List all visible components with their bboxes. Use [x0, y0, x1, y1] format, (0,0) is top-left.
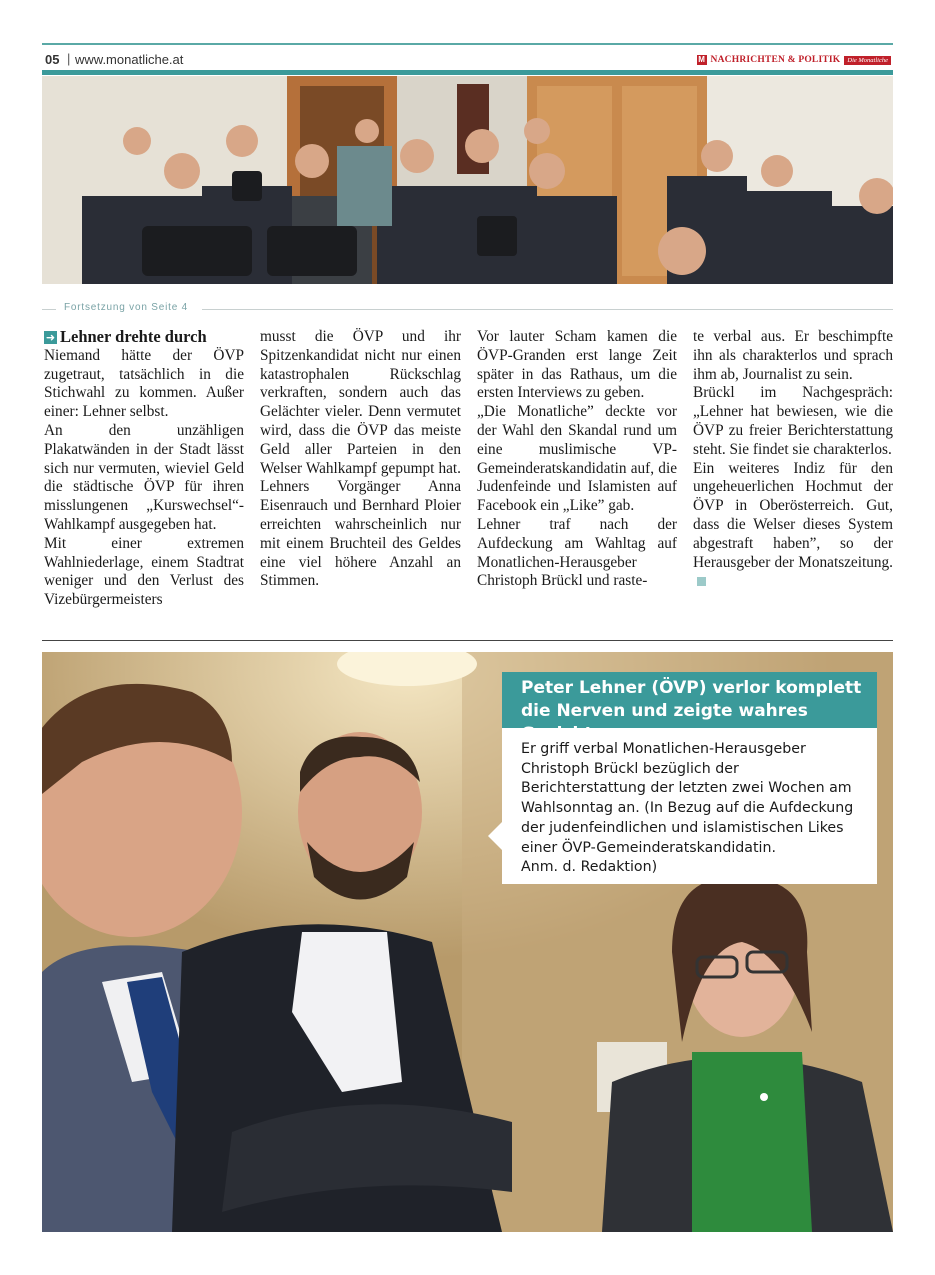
quote-callout [502, 672, 877, 882]
paragraph: te verbal aus. Er beschimpfte ihn als charakterlos und sprach ihm ab, Journalist zu sein. [693, 328, 893, 383]
callout-title-line: die Nerven und zeigte wahres [521, 701, 808, 721]
paragraph: Niemand hätte der ÖVP zugetraut, tatsächlich in die Stichwahl zu kommen. Außer einer: Lehner selbst. [44, 346, 244, 421]
callout-body-line: Wahlsonntag an. (In Bezug auf die Aufdeckung [521, 800, 854, 817]
header-separator: | [67, 51, 71, 66]
paragraph: Brückl im Nachgespräch: „Lehner hat bewiesen, wie die ÖVP zu freier Berichterstattung steht. Sie findet sie charakterlos. [693, 384, 893, 458]
callout-pointer [488, 822, 502, 850]
header-top-rule [42, 43, 893, 45]
continuation-rule-left [42, 309, 56, 310]
callout-body [502, 728, 877, 884]
continuation-line [42, 302, 893, 316]
article-headline [44, 328, 244, 347]
section-label: NACHRICHTEN & POLITIK [710, 55, 841, 65]
section-label-group [697, 53, 891, 67]
paragraph [693, 460, 893, 592]
header-teal-bar [42, 70, 893, 75]
arrow-right-icon: ➜ [45, 330, 56, 344]
page-number: 05 [45, 52, 60, 67]
site-url[interactable]: www.monatliche.at [75, 52, 184, 67]
callout-body-line: einer ÖVP-Gemeinderatskandidatin. [521, 839, 776, 856]
paragraph-text: Ein weiteres Indiz für den ungeheuerlichen Hochmut der ÖVP in Oberösterreich. Gut, dass die Welser dieses System abgestraft haben”, so der Herausgeber der Monatszeitung. [693, 459, 893, 571]
brand-logo: Die Monatliche [844, 56, 891, 65]
monatliche-m-logo: M [698, 55, 705, 64]
callout-title [502, 672, 877, 728]
paragraph: An den unzähligen Plakatwänden in der Stadt lässt sich nur vermuten, wieviel Geld die städtische ÖVP für ihren misslungenen „Kurswechsel“-Wahlkampf ausgegeben hat. [44, 421, 244, 533]
paragraph: Lehner traf nach der Aufdeckung am Wahltag auf Monatlichen-Herausgeber Christoph Brückl und raste- [477, 515, 677, 590]
paragraph: „Die Monatliche” deckte vor der Wahl den Skandal rund um eine muslimische VP-Gemeinderatskandidatin auf, die Judenfeinde und Islamisten auf Facebook ein „Like” gab. [477, 403, 677, 515]
callout-title-line: Peter Lehner (ÖVP) verlor komplett [521, 678, 862, 698]
paragraph: Vor lauter Scham kamen die ÖVP-Granden erst lange Zeit später in das Rathaus, um die ersten Interviews zu geben. [477, 328, 677, 402]
callout-body-line: Berichterstattung der letzten zwei Wochen am [521, 780, 852, 797]
page-header [42, 50, 893, 70]
callout-body-line: Christoph Brückl bezüglich der [521, 760, 739, 777]
end-of-article-icon [697, 577, 706, 586]
article-column-1 [44, 328, 244, 610]
callout-body-line: Er griff verbal Monatlichen-Herausgeber [521, 741, 806, 757]
callout-body-line: der judenfeindlichen und islamistischen Likes [521, 819, 844, 836]
continuation-text: Fortsetzung von Seite 4 [60, 302, 192, 313]
callout-body-line: Anm. d. Redaktion) [521, 859, 658, 876]
crowd-photo-illustration [42, 76, 893, 284]
article-column-3 [477, 328, 677, 591]
top-photo-crowd [42, 76, 893, 284]
paragraph: Mit einer extremen Wahlniederlage, einem Stadtrat weniger und den Verlust des Vizebürgermeisters [44, 534, 244, 609]
continuation-rule-right [202, 309, 893, 310]
paragraph: musst die ÖVP und ihr Spitzenkandidat nicht nur einen katastrophalen Rückschlag verkraften, sondern auch das Gelächter vieler. Denn vermutet wird, dass die ÖVP das meiste Geld aller Parteien in den Welser Wahlkampf gepumpt hat. Lehners Vorgänger Anna Eisenrauch und Bernhard Ploier erreichten wahrscheinlich nur mit einem Bruchteil des Geldes eine viel höhere Anzahl an Stimmen. [260, 328, 461, 590]
article-column-4 [693, 328, 893, 591]
article-column-2 [260, 328, 461, 591]
article-bottom-rule [42, 640, 893, 641]
headline-text: Lehner drehte durch [60, 327, 207, 346]
